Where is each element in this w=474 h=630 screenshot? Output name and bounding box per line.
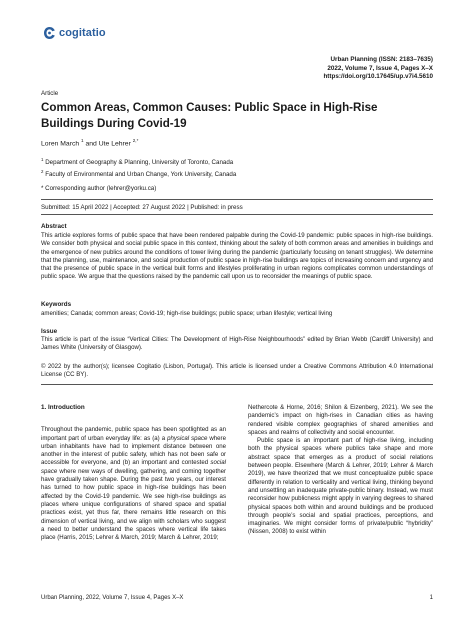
journal-info [323, 56, 433, 82]
divider [41, 384, 433, 385]
page-number: 1 [429, 595, 433, 601]
page-footer [41, 595, 433, 601]
abstract-heading: Abstract [41, 223, 67, 230]
affiliations [41, 155, 236, 179]
footer-citation: Urban Planning, 2022, Volume 7, Issue 4, Pages X–X [41, 595, 184, 601]
author-conjunction: and [85, 140, 97, 148]
author-name: Loren March [41, 140, 80, 148]
publication-dates: Submitted: 15 April 2022 | Accepted: 27 August 2022 | Published: in press [41, 204, 243, 211]
divider [41, 199, 433, 200]
divider [41, 214, 433, 215]
affiliation-item [41, 167, 236, 179]
affiliation-item [41, 155, 236, 167]
left-column [41, 404, 226, 542]
journal-doi[interactable]: https://doi.org/10.17645/up.v7i4.5610 [323, 73, 433, 81]
article-type: Article [41, 90, 59, 97]
affiliation-number: 1 [41, 157, 44, 162]
corresponding-author: * Corresponding author (lehrer@yorku.ca) [41, 185, 157, 192]
logo-text: cogitatio [59, 27, 106, 39]
publisher-logo [43, 26, 106, 40]
issue-heading: Issue [41, 328, 58, 335]
affiliation-text: Faculty of Environmental and Urban Change, York University, Canada [45, 171, 237, 179]
cogitatio-logo-icon [43, 26, 56, 40]
author-list [41, 138, 138, 147]
right-column [248, 404, 433, 537]
journal-issn: Urban Planning (ISSN: 2183–7635) [330, 56, 433, 63]
affiliation-text: Department of Geography & Planning, University of Toronto, Canada [45, 159, 234, 167]
body-paragraph: Nethercote & Horne, 2016; Shilon & Eizenberg, 2021). We see the pandemic’s impact on high-rises in Canadian cities as having rendered visible complex geographies of shared amenities and spaces and realms of collectivity and social encounter. [248, 404, 433, 436]
copyright-notice: © 2022 by the author(s); licensee Cogitatio (Lisbon, Portugal). This article is licensed under a Creative Commons Attribution 4.0 International License (CC BY). [41, 363, 433, 379]
issue-text: This article is part of the issue “Vertical Cities: The Development of High-Rise Neighbourhoods” edited by Brian Webb (Cardiff University) and James White (University of Glasgow). [41, 336, 433, 352]
body-paragraph: Throughout the pandemic, public space has been spotlighted as an important part of urban everyday life: as (a) a physical space where urban inhabitants have had to implement distance between one another in the interest of public safety, which has not been safe or accessible for everyone, and (b) an important and contested social space where new ways of dwelling, gathering, and coming together have gradually taken shape. During the past two years, our interest has turned to how public space in high-rise buildings has been affected by the Covid-19 pandemic. We see high-rise buildings as places where unique configurations of shared space and spatial practices exist, yet thus far, there remains little research on this dimension of vertical living, and we align with scholars who suggest a need to better understand the spaces where vertical life takes place (Harris, 2015; Lehrer & March, 2019; March & Lehrer, 2019; [41, 426, 226, 542]
author-affiliation-mark: 1 [81, 138, 84, 143]
keywords-heading: Keywords [41, 301, 72, 308]
keywords-text: amenities; Canada; common areas; Covid-19; high-rise buildings; public space; urban lifestyle; vertical living [41, 310, 333, 317]
author-affiliation-mark: 2,* [132, 138, 139, 143]
body-paragraph: Public space is an important part of high-rise living, including both the physical spaces where publics take shape and more abstract space that emerges as a product of social relations between people. Elsewhere (March & Lehrer, 2019; Lehrer & March 2019), we have theorized that we must conceptualize public space differently in relation to verticality and vertical living, thinking beyond and unsettling an inadequate private-public binary. Instead, we must reconsider how publicness might apply in varying degrees to shared physical spaces both within and around buildings and be produced through people’s social and spatial practices, perceptions, and imaginaries. We might consider forms of private/public “hybridity” (Nissen, 2008) to exist within [248, 437, 433, 536]
author-name: Ute Lehrer [98, 140, 131, 148]
article-title: Common Areas, Common Causes: Public Space in High-Rise Buildings During Covid-19 [41, 101, 378, 130]
journal-volume: 2022, Volume 7, Issue 4, Pages X–X [327, 64, 433, 72]
section-heading: 1. Introduction [41, 404, 85, 411]
abstract-text: This article explores forms of public space that have been rendered palpable during the Covid-19 pandemic: public spaces in high-rise buildings. We consider both physical and social public space in this context, thinking about the safety of both common areas and amenities in buildings and the emergence of new publics around the conditions of tower living during the pandemic (particularly focusing on tenant struggles). We determine that the planning, use, maintenance, and social production of public space in high-rise buildings are topics of increasing concern and urgency and that the presence of public space in the vertical built forms and lifestyles proliferating in urban regions complicates common understandings of public space. We argue that the questions raised by the pandemic call upon us to reconsider the meanings of public space. [41, 232, 433, 281]
affiliation-number: 2 [41, 169, 44, 175]
